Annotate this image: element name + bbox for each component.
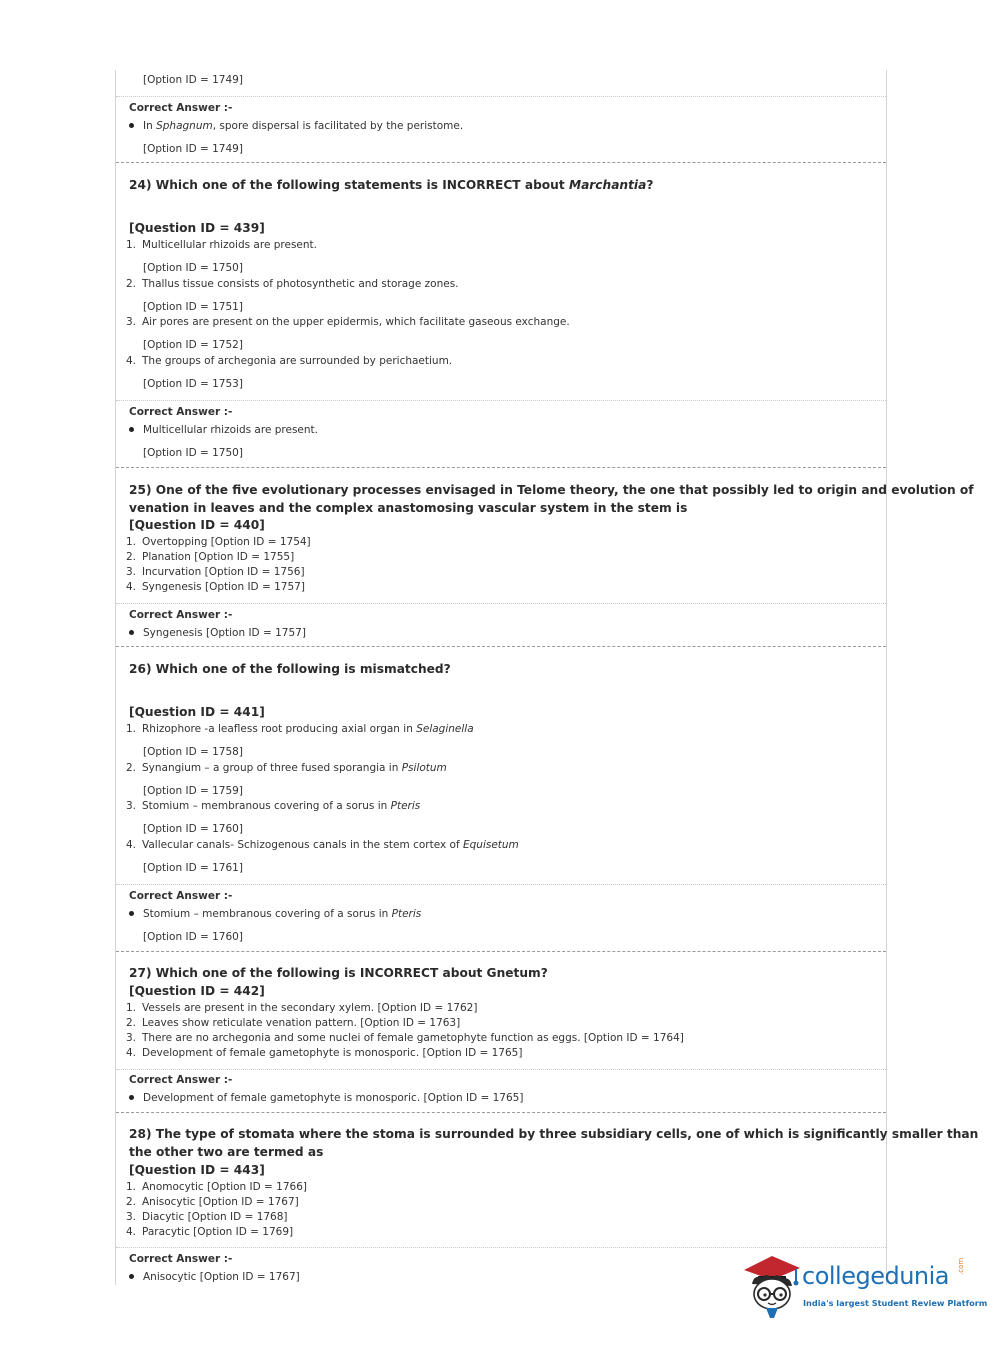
question-27-option-3: 3. There are no archegonia and some nuclei of female gametophyte function as eggs. [Option ID = 1764] [126, 1032, 684, 1044]
correct-answer-item: Development of female gametophyte is monosporic. [Option ID = 1765] [129, 1092, 523, 1104]
bullet-icon [129, 427, 134, 432]
brand-name: collegedunia [802, 1262, 950, 1290]
correct-answer-option-id: [Option ID = 1760] [143, 931, 243, 943]
question-24-option-2-id: [Option ID = 1751] [143, 301, 243, 313]
question-separator [116, 1112, 886, 1113]
question-25-title-line-2: venation in leaves and the complex anastomosing vascular system in the stem is [129, 501, 688, 515]
question-24-option-4-id: [Option ID = 1753] [143, 378, 243, 390]
brand-tagline: India's largest Student Review Platform [803, 1298, 988, 1308]
question-26-option-3: 3. Stomium – membranous covering of a sorus in Pteris [126, 800, 421, 812]
option-id: [Option ID = 1749] [143, 74, 243, 86]
question-25-id: [Question ID = 440] [129, 518, 265, 532]
question-25-title-line-1: 25) One of the five evolutionary processes envisaged in Telome theory, the one that possibly led to origin and evolution of [129, 483, 974, 497]
correct-answer-item: In Sphagnum, spore dispersal is facilitated by the peristome. [129, 120, 463, 132]
question-27-option-4: 4. Development of female gametophyte is monosporic. [Option ID = 1765] [126, 1047, 523, 1059]
question-26-option-3-id: [Option ID = 1760] [143, 823, 243, 835]
divider [116, 96, 886, 97]
divider [116, 603, 886, 604]
question-26-option-2: 2. Synangium – a group of three fused sporangia in Psilotum [126, 762, 447, 774]
question-25-option-2: 2. Planation [Option ID = 1755] [126, 551, 295, 563]
question-24-option-1-id: [Option ID = 1750] [143, 262, 243, 274]
question-28-title-line-2: the other two are termed as [129, 1145, 324, 1159]
question-separator [116, 162, 886, 163]
question-25-option-1: 1. Overtopping [Option ID = 1754] [126, 536, 311, 548]
correct-answer-item: Syngenesis [Option ID = 1757] [129, 627, 306, 639]
bullet-icon [129, 1095, 134, 1100]
bullet-icon [129, 1274, 134, 1279]
correct-answer-label: Correct Answer :- [129, 609, 233, 621]
question-28-title-line-1: 28) The type of stomata where the stoma is surrounded by three subsidiary cells, one of which is significantly smaller than [129, 1127, 979, 1141]
question-26-title: 26) Which one of the following is mismatched? [129, 662, 451, 676]
question-27-id: [Question ID = 442] [129, 984, 265, 998]
question-27-title: 27) Which one of the following is INCORRECT about Gnetum? [129, 966, 548, 980]
question-24-id: [Question ID = 439] [129, 221, 265, 235]
question-24-option-3: 3. Air pores are present on the upper epidermis, which facilitate gaseous exchange. [126, 316, 570, 328]
question-28-id: [Question ID = 443] [129, 1163, 265, 1177]
question-26-id: [Question ID = 441] [129, 705, 265, 719]
correct-answer-label: Correct Answer :- [129, 406, 233, 418]
question-separator [116, 951, 886, 952]
correct-answer-item: Stomium – membranous covering of a sorus in Pteris [129, 908, 421, 920]
divider [116, 1069, 886, 1070]
question-24-title: 24) Which one of the following statements is INCORRECT about Marchantia? [129, 178, 654, 192]
correct-answer-item: Multicellular rhizoids are present. [129, 424, 318, 436]
correct-answer-label: Correct Answer :- [129, 1074, 233, 1086]
question-27-option-1: 1. Vessels are present in the secondary xylem. [Option ID = 1762] [126, 1002, 478, 1014]
question-26-option-4: 4. Vallecular canals- Schizogenous canals in the stem cortex of Equisetum [126, 839, 519, 851]
correct-answer-label: Correct Answer :- [129, 890, 233, 902]
question-24-option-2: 2. Thallus tissue consists of photosynthetic and storage zones. [126, 278, 459, 290]
question-28-option-4: 4. Paracytic [Option ID = 1769] [126, 1226, 294, 1238]
question-24-option-4: 4. The groups of archegonia are surrounded by perichaetium. [126, 355, 453, 367]
bullet-icon [129, 630, 134, 635]
question-25-option-4: 4. Syngenesis [Option ID = 1757] [126, 581, 305, 593]
brand-domain-suffix: .com [957, 1257, 965, 1275]
question-26-option-1: 1. Rhizophore -a leafless root producing axial organ in Selaginella [126, 723, 474, 735]
correct-answer-item: Anisocytic [Option ID = 1767] [129, 1271, 300, 1283]
bullet-icon [129, 911, 134, 916]
divider [116, 400, 886, 401]
question-26-option-2-id: [Option ID = 1759] [143, 785, 243, 797]
correct-answer-option-id: [Option ID = 1750] [143, 447, 243, 459]
question-separator [116, 646, 886, 647]
question-separator [116, 467, 886, 468]
divider [116, 884, 886, 885]
question-28-option-3: 3. Diacytic [Option ID = 1768] [126, 1211, 288, 1223]
question-28-option-2: 2. Anisocytic [Option ID = 1767] [126, 1196, 299, 1208]
question-24-option-3-id: [Option ID = 1752] [143, 339, 243, 351]
correct-answer-label: Correct Answer :- [129, 102, 233, 114]
question-26-option-4-id: [Option ID = 1761] [143, 862, 243, 874]
question-27-option-2: 2. Leaves show reticulate venation pattern. [Option ID = 1763] [126, 1017, 461, 1029]
question-24-option-1: 1. Multicellular rhizoids are present. [126, 239, 317, 251]
question-28-option-1: 1. Anomocytic [Option ID = 1766] [126, 1181, 307, 1193]
question-26-option-1-id: [Option ID = 1758] [143, 746, 243, 758]
correct-answer-label: Correct Answer :- [129, 1253, 233, 1265]
question-25-option-3: 3. Incurvation [Option ID = 1756] [126, 566, 305, 578]
bullet-icon [129, 123, 134, 128]
correct-answer-option-id: [Option ID = 1749] [143, 143, 243, 155]
